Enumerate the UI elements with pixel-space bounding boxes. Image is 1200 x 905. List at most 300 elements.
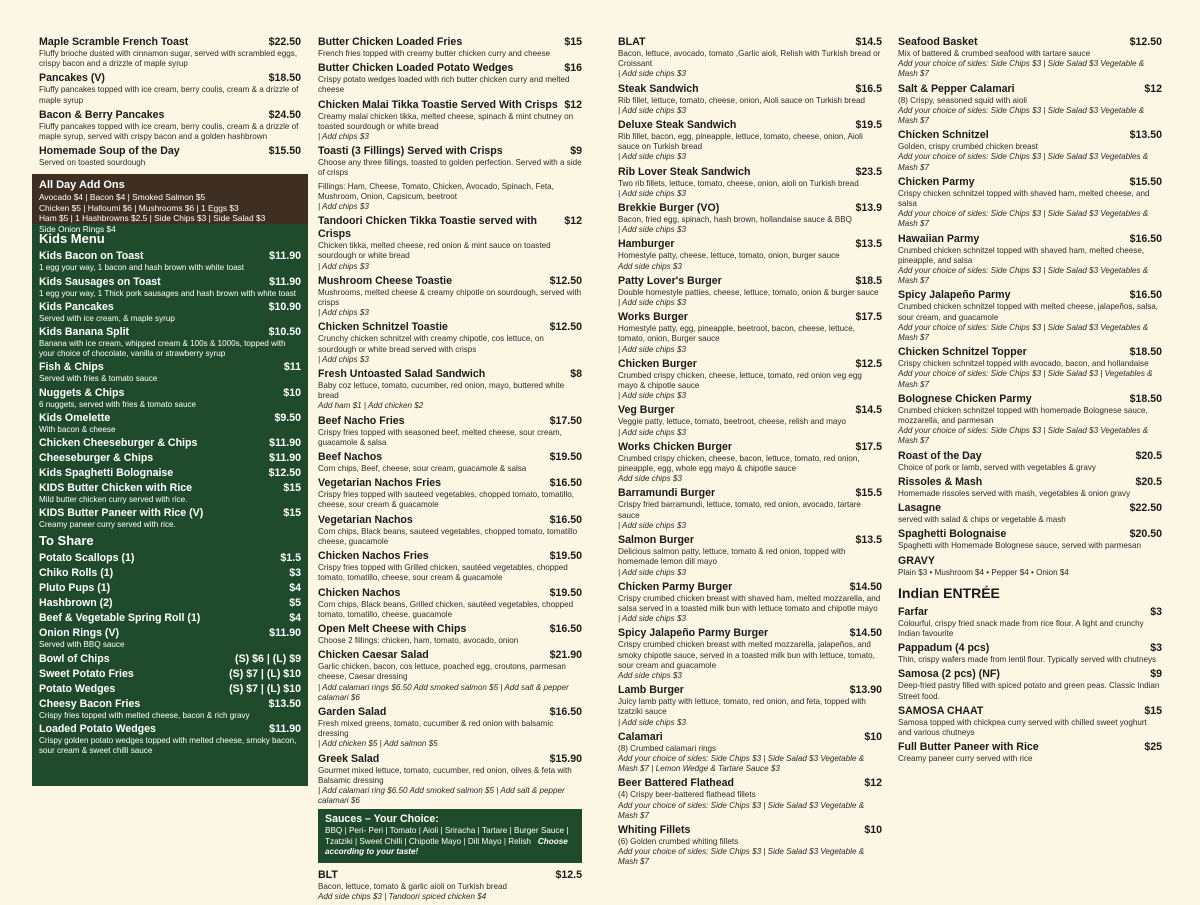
menu-item-price: $23.5: [855, 165, 882, 178]
menu-item-price: $12: [564, 98, 582, 111]
menu-item-price: $25: [1144, 741, 1162, 754]
menu-item-name: Chicken Parmy: [898, 175, 975, 188]
menu-item-price: $16.50: [549, 513, 582, 526]
menu-item-price: $12.50: [549, 321, 582, 334]
menu-item-description: Crispy fried barramundi, lettuce, tomato, red onion, avocado, tartare sauce: [618, 500, 861, 520]
menu-item-price: $12: [564, 215, 582, 228]
menu-item-header: [618, 311, 882, 324]
menu-item-name: Works Burger: [618, 311, 688, 324]
menu-item: [39, 36, 301, 69]
menu-item-name: Works Chicken Burger: [618, 440, 733, 453]
menu-item-price: $18.50: [1129, 346, 1162, 359]
menu-item-price: $15: [1144, 704, 1162, 717]
menu-item: [898, 606, 1162, 639]
menu-item-add-on: | Add side chips $3: [618, 298, 686, 308]
menu-item-price: $12.50: [1129, 36, 1162, 48]
menu-item-description: Fluffy pancakes topped with ice cream, berry coulis, cream & a drizzle of maple syrup: [39, 85, 299, 105]
menu-item-name: SAMOSA CHAAT: [898, 704, 984, 717]
menu-item-header: [318, 36, 582, 49]
menu-item: [898, 233, 1162, 287]
menu-item: [39, 612, 301, 625]
menu-item-name: Cheesy Bacon Fries: [39, 697, 141, 710]
menu-item: [898, 450, 1162, 473]
menu-item-header: [318, 869, 582, 882]
menu-item-header: [618, 777, 882, 790]
menu-item-header: [898, 476, 1162, 489]
menu-item-header: [898, 705, 1162, 718]
menu-item-price: $12: [1144, 82, 1162, 95]
menu-item-name: Potato Scallops (1): [39, 552, 135, 565]
menu-item-header: [898, 606, 1162, 619]
menu-item-add-on: Add your choice of sides: Side Chips $3 | Side Salad $3 Vegetable & Mash $7: [618, 847, 865, 867]
menu-item-name: Samosa (2 pcs) (NF): [898, 668, 1000, 681]
menu-item-description: Creamy malai chicken tikka, melted cheese, spinach & mint chutney on toasted sourdough or white bread: [318, 111, 574, 131]
menu-item-price: $16.50: [549, 705, 582, 718]
menu-item: [318, 477, 582, 510]
menu-item-price: $10: [864, 823, 882, 836]
menu-item-description: Corn chips, Beef, cheese, sour cream, guacamole & salsa: [318, 464, 527, 474]
menu-item-description: Mix of battered & crumbed seafood with tartare sauce: [898, 49, 1091, 58]
menu-item-add-on: | Add side chips $3: [618, 225, 686, 235]
menu-item-price: $20.5: [1135, 475, 1162, 488]
menu-item-header: [318, 649, 582, 662]
menu-item: [318, 706, 582, 750]
menu-item-price: $19.50: [549, 451, 582, 464]
menu-item-description: Served on toasted sourdough: [39, 158, 146, 168]
menu-item-description: With bacon & cheese: [39, 424, 116, 434]
menu-item: [898, 555, 1162, 578]
menu-item-name: Loaded Potato Wedges: [39, 722, 156, 735]
menu-item: [898, 36, 1162, 80]
menu-item-header: [39, 482, 301, 495]
menu-item-header: [39, 627, 301, 640]
menu-item: [618, 731, 882, 775]
kids-menu-title: Kids Menu: [39, 231, 105, 247]
menu-item-price: $10.90: [268, 300, 301, 313]
menu-item-header: [898, 83, 1162, 96]
menu-item-price: $11.90: [269, 437, 301, 450]
menu-item-name: Kids Spaghetti Bolognaise: [39, 467, 174, 480]
menu-item: [618, 627, 882, 681]
menu-item: [39, 653, 301, 666]
menu-item: [618, 824, 882, 868]
menu-item: [39, 683, 301, 696]
menu-item-name: Chicken Nachos Fries: [318, 550, 429, 563]
menu-item-header: [318, 99, 582, 112]
menu-item-description: Crumbed crispy chicken, cheese, lettuce, tomato, red onion veg egg mayo & chipotle sauce: [618, 370, 862, 391]
menu-item-header: [318, 275, 582, 288]
menu-item-description: Crumbed chicken schnitzel topped with melted cheese, jalapeños, salsa, sour cream, and guacamole: [898, 302, 1159, 322]
menu-item-price: (S) $7 | (L) $10: [229, 667, 301, 680]
menu-item-price: $13.50: [1129, 129, 1162, 142]
menu-item-description: Crispy golden potato wedges topped with melted cheese, smoky bacon, sour cream & sweet chilli sauce: [39, 735, 297, 756]
add-on-line: Avocado $4 | Bacon $4 | Smoked Salmon $5: [39, 192, 206, 203]
menu-item-price: $19.50: [549, 586, 582, 599]
menu-item-price: $12.50: [268, 467, 301, 480]
menu-item-name: Pancakes (V): [39, 72, 105, 85]
menu-item-header: [318, 706, 582, 719]
menu-item-add-on: | Add side chips $3: [618, 188, 686, 198]
menu-item-name: Hawaiian Parmy: [898, 232, 980, 245]
menu-item: [618, 441, 882, 485]
menu-item-description: Crispy fries topped with melted cheese, bacon & rich gravy: [39, 710, 250, 720]
menu-item-name: Kids Banana Split: [39, 326, 130, 339]
menu-item-description: Delicious salmon patty, lettuce, tomato & red onion, topped with homemade lemon dill mayo: [618, 547, 846, 567]
menu-item-header: [39, 36, 301, 49]
menu-item: [39, 723, 301, 756]
menu-item-name: Rib Lover Steak Sandwich: [618, 165, 751, 178]
menu-item-add-on: Add your choice of sides: Side Chips $3 | Side Salad $3 Vegetables & Mash $7: [898, 322, 1149, 343]
menu-item-description: Fillings: Ham, Cheese, Tomato, Chicken, Avocado, Spinach, Feta, Mushroom, Onion, Capsicum, beetroot: [318, 181, 554, 201]
menu-item-description: Colourful, crispy fried snack made from rice flour. A light and crunchy Indian favourite: [898, 618, 1144, 638]
menu-item-name: Fish & Chips: [39, 361, 104, 374]
menu-item-description: Choose any three fillings, toasted to golden perfection. Served with a side of crisps: [318, 158, 582, 178]
add-ons-title: All Day Add Ons: [39, 179, 125, 192]
kids-menu-list: [39, 250, 301, 530]
menu-item: [318, 514, 582, 547]
menu-item-price: $12.5: [555, 868, 582, 881]
menu-item-description: Crispy chicken schnitzel topped with avocado, bacon, and hollandaise: [898, 359, 1149, 369]
menu-item: [618, 83, 882, 116]
menu-item-price: $15.90: [549, 752, 582, 765]
menu-item-name: Bolognese Chicken Parmy: [898, 392, 1032, 405]
menu-item: [618, 311, 882, 355]
menu-item-description: Fresh mixed greens, tomato, cucumber & red onion with balsamic dressing: [318, 718, 554, 739]
menu-item: [898, 346, 1162, 390]
menu-item-header: [618, 83, 882, 96]
menu-item-name: Lasagne: [898, 502, 941, 515]
menu-item-header: [898, 346, 1162, 359]
column-1: [32, 36, 308, 786]
menu-item-name: BLT: [318, 868, 338, 881]
column-2: [312, 36, 588, 905]
menu-item-header: [898, 502, 1162, 515]
menu-item-price: $3: [1150, 605, 1162, 618]
menu-item-header: [39, 597, 301, 610]
menu-item-description: Homemade rissoles served with mash, vegetables & onion gravy: [898, 488, 1131, 498]
menu-item-header: [898, 233, 1162, 246]
menu-item-header: [618, 684, 882, 697]
menu-item: [318, 550, 582, 583]
menu-item: [618, 581, 882, 625]
menu-item-description: Choose 2 fillings: chicken, ham, tomato, avocado, onion: [318, 635, 519, 645]
menu-item: [618, 404, 882, 437]
column-3: [612, 36, 888, 871]
menu-item-name: Tandoori Chicken Tikka Toastie served with Crisps: [318, 215, 537, 241]
menu-item-description: Crumbed chicken schnitzel topped with homemade Bolognese sauce, mozzarella, and parmesan: [898, 405, 1148, 426]
menu-item-header: [618, 275, 882, 288]
menu-item-price: $15.50: [1129, 175, 1162, 188]
menu-item-price: $14.50: [849, 627, 882, 640]
menu-item-description: Bacon, fried egg, spinach, hash brown, hollandaise sauce & BBQ: [618, 215, 852, 225]
menu-item-add-on: | Add chips $3: [318, 354, 369, 364]
menu-item-name: Chicken Schnitzel Toastie: [318, 321, 448, 334]
menu-item-price: $20.5: [1135, 449, 1162, 462]
menu-item-description: (8) Crispy, seasoned squid with aioli: [898, 95, 1027, 105]
menu-item: [318, 275, 582, 319]
menu-item: [898, 528, 1162, 551]
indian-entree-title: Indian ENTRÉE: [898, 584, 1000, 601]
menu-item-price: $14.50: [849, 580, 882, 593]
menu-item: [39, 276, 301, 299]
menu-item-header: [39, 437, 301, 450]
menu-item: [618, 777, 882, 821]
menu-item-name: Homemade Soup of the Day: [39, 145, 180, 158]
menu-item-add-on: | Add chicken $5 | Add salmon $5: [318, 739, 438, 749]
menu-item-name: Patty Lover's Burger: [618, 274, 722, 287]
menu-item-name: Chicken Burger: [618, 357, 697, 370]
menu-item-add-on: | Add side chips $3: [618, 567, 686, 577]
menu-item-description: (8) Crumbed calamari rings: [618, 743, 717, 753]
menu-item-name: Beef & Vegetable Spring Roll (1): [39, 612, 201, 625]
menu-item-header: [618, 627, 882, 640]
menu-item-price: $16.50: [1129, 289, 1162, 302]
menu-item-name: Vegetarian Nachos: [318, 513, 413, 526]
menu-item-price: $11.90: [269, 722, 301, 735]
menu-item-header: [318, 321, 582, 334]
menu-item-description: Crispy chicken schnitzel topped with shaved ham, melted cheese, and salsa: [898, 188, 1150, 209]
menu-item-header: [318, 215, 582, 241]
menu-item-name: Greek Salad: [318, 752, 380, 765]
menu-item-price: $5: [289, 597, 301, 610]
menu-item-price: $11.90: [269, 452, 301, 465]
menu-item-header: [618, 581, 882, 594]
menu-item-description: Plain $3 • Mushroom $4 • Pepper $4 • Onion $4: [898, 567, 1069, 577]
menu-item-name: Spicy Jalapeño Parmy Burger: [618, 627, 769, 640]
menu-item-name: Farfar: [898, 605, 929, 618]
menu-item-header: [898, 668, 1162, 681]
menu-item: [39, 301, 301, 324]
menu-item: [618, 119, 882, 163]
menu-item-price: $17.50: [549, 414, 582, 427]
menu-item-price: $10.50: [268, 326, 301, 339]
menu-item-header: [39, 507, 301, 520]
menu-item: [618, 487, 882, 531]
menu-item-header: [318, 451, 582, 464]
menu-item-name: Beef Nachos: [318, 451, 383, 464]
menu-item-header: [318, 62, 582, 75]
menu-item-name: Beef Nacho Fries: [318, 414, 405, 427]
menu-item-name: Maple Scramble French Toast: [39, 36, 189, 48]
menu-item-name: Chicken Nachos: [318, 586, 401, 599]
menu-item: [318, 649, 582, 703]
menu-item: [39, 482, 301, 505]
menu-item: [898, 176, 1162, 230]
menu-item: [39, 326, 301, 359]
menu-item-name: Spaghetti Bolognaise: [898, 528, 1007, 541]
menu-item-price: $11.90: [269, 627, 301, 640]
menu-item-header: [898, 642, 1162, 655]
menu-item: [39, 627, 301, 650]
menu-item-description: Homestyle patty, egg, pineapple, beetroot, bacon, cheese, lettuce, tomato, onion, Burger sauce: [618, 324, 855, 344]
menu-item: [39, 437, 301, 450]
menu-item-name: Seafood Basket: [898, 36, 978, 48]
menu-item-price: $10: [864, 730, 882, 743]
menu-item-description: Rib fillet, bacon, egg, pineapple, lettuce, tomato, cheese, onion, Aioli sauce on Turkish bread: [618, 132, 863, 152]
menu-item: [898, 502, 1162, 525]
menu-item: [39, 552, 301, 565]
menu-item: [39, 412, 301, 435]
menu-item-add-on: Add ham $1 | Add chicken $2: [318, 401, 424, 411]
add-on-line: Chicken $5 | Halloumi $6 | Mushrooms $6 | 1 Eggs $3: [39, 202, 239, 213]
menu-item-price: $3: [289, 567, 301, 580]
menu-item-description: Homestyle patty, cheese, lettuce, tomato, onion, burger sauce: [618, 251, 840, 261]
menu-item: [318, 623, 582, 646]
menu-item-add-on: Add your choice of sides: Side Chips $3 | Side Salad $3 Vegetable & Mash $7 | Lemon Wedge & Tartare Sauce $3: [618, 753, 865, 774]
menu-item-name: Whiting Fillets: [618, 823, 691, 836]
menu-item-name: Hamburger: [618, 238, 675, 251]
menu-item-description: Bacon, lettuce, tomato & garlic aioli on Turkish bread: [318, 881, 507, 891]
menu-item: [318, 145, 582, 178]
menu-item-description: Samosa topped with chickpea curry served with chilled sweet yoghurt and various chutneys: [898, 717, 1147, 737]
menu-item-description: (4) Crispy beer-battered flathead fillets: [618, 790, 756, 800]
menu-item-header: [39, 582, 301, 595]
menu-item-description: 1 egg your way, 1 Thick pork sausages and hash brown with white toast: [39, 288, 297, 298]
menu-item-name: Vegetarian Nachos Fries: [318, 477, 442, 490]
menu-item-add-on: Add side chips $3: [618, 670, 682, 680]
sauces-title: Sauces – Your Choice:: [325, 813, 439, 826]
menu-item-name: KIDS Butter Chicken with Rice: [39, 482, 193, 495]
menu-item: [318, 368, 582, 412]
menu-item-name: Salmon Burger: [618, 534, 694, 547]
menu-item-header: [39, 109, 301, 122]
sauces-text: BBQ | Peri- Peri | Tomato | Aioli | Sriracha | Tartare | Burger Sauce | Tzatziki | Sweet Chilli | Chipotle Mayo | Dill Mayo | Relish Choose according to your taste!: [325, 826, 569, 857]
menu-item-name: Full Butter Paneer with Rice: [898, 741, 1039, 754]
menu-item: [39, 387, 301, 410]
menu-item: [898, 705, 1162, 738]
menu-item-header: [898, 555, 1162, 568]
menu-item-description: Crumbed crispy chicken, cheese, bacon, lettuce, tomato, red onion, pineapple, egg, whole egg mayo & chipotle sauce: [618, 453, 860, 474]
menu-item-price: $18.5: [855, 274, 882, 287]
menu-item-price: $19.5: [855, 119, 882, 132]
menu-item: [618, 202, 882, 235]
menu-item-add-on: Add your choice of sides: Side Chips $3 | Side Salad $3 | Vegetables & Mash $7: [898, 369, 1153, 389]
menu-item-header: [39, 668, 301, 681]
menu-item-price: $13.50: [268, 697, 301, 710]
menu-item-header: [898, 393, 1162, 406]
menu-item: [318, 99, 582, 143]
menu-item-name: Kids Pancakes: [39, 300, 114, 313]
menu-item-name: Butter Chicken Loaded Potato Wedges: [318, 62, 514, 75]
menu-item-name: GRAVY: [898, 554, 935, 567]
menu-item-header: [39, 250, 301, 263]
menu-item-description: Corn chips, Black beans, sauteed vegetables, chopped tomato, tomatillo cheese, guacamole: [318, 526, 578, 546]
menu-item-add-on: | Add side chips $3: [618, 391, 686, 401]
menu-item-header: [39, 301, 301, 314]
menu-item-add-on: | Add calamari ring $6.50 Add smoked salmon $5 | Add salt & pepper calamari $6: [318, 785, 565, 806]
menu-item: [39, 109, 301, 142]
menu-item-price: $4: [289, 582, 301, 595]
menu-item-header: [898, 129, 1162, 142]
menu-item-name: Kids Sausages on Toast: [39, 275, 161, 288]
menu-item-name: Veg Burger: [618, 404, 675, 417]
menu-item-header: [618, 358, 882, 371]
menu-item-header: [318, 145, 582, 158]
menu-item: [618, 36, 882, 80]
menu-item-header: [618, 119, 882, 132]
menu-item-name: Mushroom Cheese Toastie: [318, 274, 453, 287]
menu-item-add-on: Add your choice of sides: Side Chips $3 | Side Salad $3 Vegetables & Mash $7: [898, 152, 1149, 172]
menu-item-header: [39, 723, 301, 736]
menu-item-price: $3: [1150, 642, 1162, 655]
menu-item-header: [39, 698, 301, 711]
sauces-box: [318, 809, 582, 862]
menu-item-name: Nuggets & Chips: [39, 386, 125, 399]
menu-item-description: Crispy crumbed chicken breast with shaved ham, melted mozzarella, and salsa served in a toasted milk bun with lettuce tomato and chipotle mayo: [618, 593, 881, 613]
menu-item-name: Steak Sandwich: [618, 82, 699, 95]
menu-item-price: $22.50: [1129, 502, 1162, 515]
menu-item-price: $17.5: [855, 311, 882, 324]
menu-item-header: [39, 683, 301, 696]
menu-item-description: Crispy fries topped with sauteed vegetables, chopped tomato, tomatillo, cheese, sour cream & guacamole: [318, 490, 574, 510]
menu-item-name: Hashbrown (2): [39, 597, 113, 610]
menu-item-add-on: | Add calamari rings $6.50 Add smoked salmon $5 | Add salt & pepper calamari $6: [318, 682, 569, 702]
menu-item-price: $13.5: [855, 238, 882, 251]
menu-item: [39, 698, 301, 721]
menu-item-description: Veggie patty, lettuce, tomato, beetroot, cheese, relish and mayo: [618, 417, 846, 427]
menu-item-add-on: | Add side chips $3: [618, 520, 686, 530]
menu-item-description: Thin, crispy wafers made from lentil flour. Typically served with chutneys: [898, 655, 1157, 665]
menu-item-name: Rissoles & Mash: [898, 475, 983, 488]
menu-item-header: [318, 477, 582, 490]
menu-item-description: served with salad & chips or vegetable & mash: [898, 515, 1066, 525]
menu-item: [618, 534, 882, 578]
menu-item: [898, 83, 1162, 127]
menu-item-header: [318, 514, 582, 527]
menu-item-description: Served with fries & tomato sauce: [39, 374, 158, 384]
menu-item-name: Barramundi Burger: [618, 487, 716, 500]
menu-item-name: KIDS Butter Paneer with Rice (V): [39, 507, 204, 520]
menu-item-price: $14.5: [855, 404, 882, 417]
menu-item-name: Kids Bacon on Toast: [39, 250, 144, 263]
menu-item-name: Lamb Burger: [618, 684, 684, 697]
menu-item-add-on: | Add side chips $3: [618, 717, 686, 727]
menu-item-description: Crispy fries topped with Grilled chicken, sautéed vegetables, chopped tomato, tomatillo, cheese, sour cream & guacamole: [318, 563, 568, 583]
menu-item-name: Sweet Potato Fries: [39, 667, 134, 680]
menu-item-name: Spicy Jalapeño Parmy: [898, 289, 1011, 302]
menu-item-name: Beer Battered Flathead: [618, 777, 734, 790]
menu-item-price: $15.5: [855, 487, 882, 500]
menu-item-description: Golden, crispy crumbed chicken breast: [898, 142, 1038, 152]
menu-item: [898, 129, 1162, 173]
add-on-line: Side Onion Rings $4: [39, 223, 116, 234]
menu-item-add-on: | Add side chips $3: [618, 614, 686, 624]
menu-item-add-on: Add your choice of sides: Side Chips $3 | Side Salad $3 Vegetables & Mash $7: [898, 266, 1149, 286]
menu-item-header: [39, 653, 301, 666]
menu-item-description: Bacon, lettuce, avocado, tomato ,Garlic aioli, Relish with Turkish bread or Croissant: [618, 49, 881, 69]
menu-item-name: Chicken Malai Tikka Toastie Served With Crisps: [318, 98, 558, 111]
menu-item-price: $14.5: [855, 36, 882, 48]
breakfast-section: [32, 36, 308, 168]
menu-item-price: $16.5: [855, 82, 882, 95]
menu-item-price: $12.50: [549, 274, 582, 287]
menu-item: [898, 476, 1162, 499]
menu-item-description: Served with ice cream, & maple syrup: [39, 313, 175, 323]
menu-item-price: $15: [283, 482, 301, 495]
menu-item-description: Creamy paneer curry served with rice.: [39, 520, 176, 530]
menu-item-header: [39, 612, 301, 625]
menu-item-price: $10: [283, 386, 301, 399]
menu-item-description: Garlic chicken, bacon, cos lettuce, poached egg, croutons, parmesan cheese, Caesar dressing: [318, 662, 566, 682]
menu-item: [618, 166, 882, 199]
menu-item-price: $22.50: [268, 36, 301, 48]
menu-item-name: Toasti (3 Fillings) Served with Crisps: [318, 145, 503, 158]
menu-item-name: Cheeseburger & Chips: [39, 452, 154, 465]
menu-item-name: Roast of the Day: [898, 449, 982, 462]
menu-item: [39, 72, 301, 105]
menu-item-header: [618, 36, 882, 49]
menu-item-description: Crispy fries topped with seasoned beef, melted cheese, sour cream, guacamole & salsa: [318, 427, 562, 447]
